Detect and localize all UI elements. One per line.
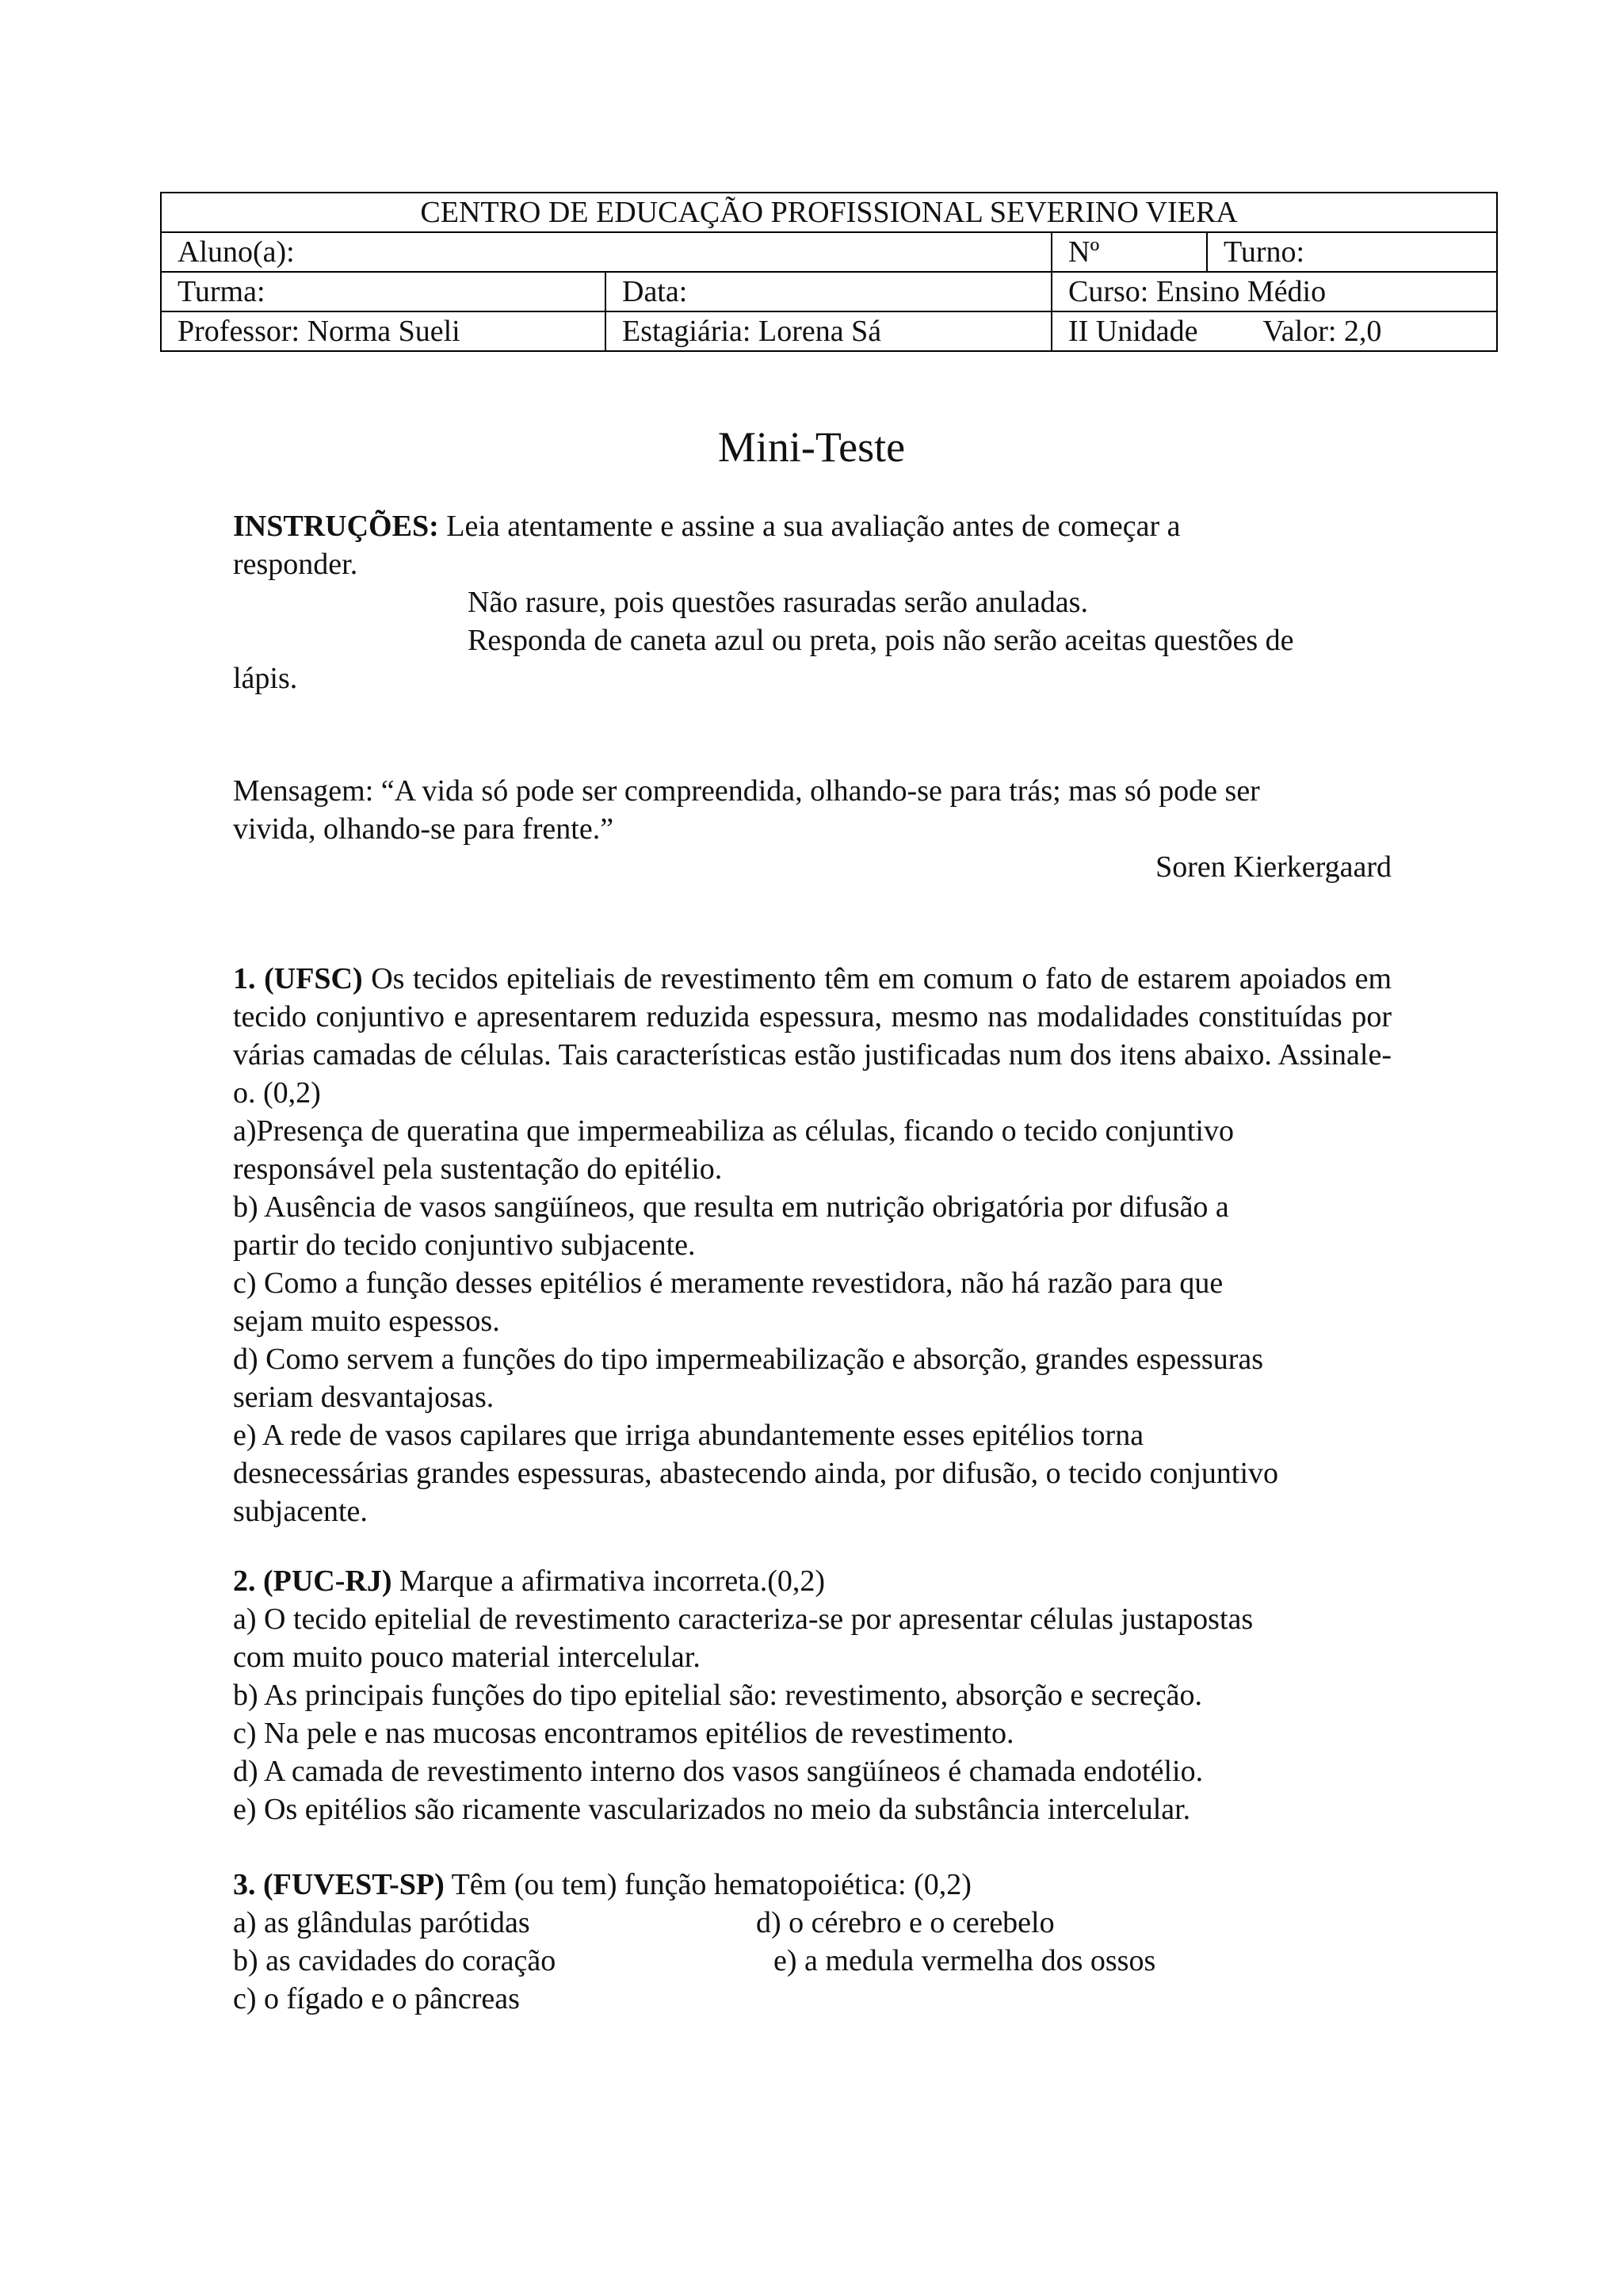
q3-option-a: a) as glândulas parótidas (233, 1906, 530, 1939)
q1-option-e-cont: desnecessárias grandes espessuras, abastecendo ainda, por difusão, o tecido conjuntivo (233, 1457, 1279, 1490)
question-3 (233, 1866, 1392, 2018)
question-3-stem (233, 1866, 1392, 1904)
instruction-line-2: Não rasure, pois questões rasuradas serão anuladas. (468, 586, 1088, 619)
q1-option-d-cont: seriam desvantajosas. (233, 1381, 495, 1414)
message-block (233, 772, 1392, 886)
q1-option-a: a)Presença de queratina que impermeabiliza as células, ficando o tecido conjuntivo (233, 1114, 1234, 1148)
q2-option-b: b) As principais funções do tipo epitelial são: revestimento, absorção e secreção. (233, 1679, 1202, 1712)
unit-label: II Unidade (1068, 315, 1198, 348)
value-label: Valor: 2,0 (1262, 315, 1382, 348)
question-1-stem (233, 960, 1392, 1112)
q2-option-a: a) O tecido epitelial de revestimento caracteriza-se por apresentar células justapostas (233, 1603, 1254, 1636)
school-name: CENTRO DE EDUCAÇÃO PROFISSIONAL SEVERINO VIERA (161, 193, 1497, 232)
instruction-line-3-cont: lápis. (233, 662, 298, 695)
question-3-text: Têm (ou tem) função hematopoiética: (0,2) (451, 1868, 972, 1901)
message-line-1: Mensagem: “A vida só pode ser compreendida, olhando-se para trás; mas só pode ser (233, 774, 1260, 808)
q1-option-b-cont: partir do tecido conjuntivo subjacente. (233, 1228, 696, 1262)
q2-option-d: d) A camada de revestimento interno dos vasos sangüíneos é chamada endotélio. (233, 1755, 1204, 1788)
q2-option-a-cont: com muito pouco material intercelular. (233, 1641, 701, 1674)
q1-option-c-cont: sejam muito espessos. (233, 1305, 500, 1338)
question-1-text: Os tecidos epiteliais de revestimento têm em comum o fato de estarem apoiados em tecido conjuntivo e apresentarem reduzida espessura, mesmo nas modalidades constituídas por várias camadas de células. Tais características estão justificadas num dos itens abaixo. Assinale-o. (0,2) (233, 962, 1392, 1110)
date-field: Data: (605, 272, 1052, 311)
q2-option-c: c) Na pele e nas mucosas encontramos epitélios de revestimento. (233, 1717, 1014, 1750)
unit-value-field (1052, 311, 1497, 351)
instructions-label: INSTRUÇÕES: (233, 510, 439, 543)
student-field: Aluno(a): (161, 232, 1052, 272)
teacher-field: Professor: Norma Sueli (161, 311, 605, 351)
shift-field: Turno: (1207, 232, 1497, 272)
number-field: Nº (1052, 232, 1207, 272)
header-table (160, 192, 1498, 352)
q1-option-a-cont: responsável pela sustentação do epitélio. (233, 1152, 723, 1186)
question-2-source: (PUC-RJ) (263, 1564, 392, 1598)
question-1-source: (UFSC) (264, 962, 363, 995)
instruction-line-3: Responda de caneta azul ou preta, pois não serão aceitas questões de (468, 624, 1294, 657)
instruction-line-1: Leia atentamente e assine a sua avaliação antes de começar a (446, 510, 1181, 543)
instruction-line-1-cont: responder. (233, 548, 358, 581)
question-1 (233, 960, 1392, 1530)
question-3-source: (FUVEST-SP) (263, 1868, 445, 1901)
question-2-number: 2. (233, 1564, 256, 1598)
q1-option-c: c) Como a função desses epitélios é meramente revestidora, não há razão para que (233, 1266, 1224, 1300)
intern-field: Estagiária: Lorena Sá (605, 311, 1052, 351)
q1-option-e-cont2: subjacente. (233, 1495, 368, 1528)
q1-option-b: b) Ausência de vasos sangüíneos, que resulta em nutrição obrigatória por difusão a (233, 1190, 1229, 1224)
question-1-number: 1. (233, 962, 256, 995)
message-line-2: vivida, olhando-se para frente.” (233, 812, 614, 846)
q3-option-d: d) o cérebro e o cerebelo (756, 1906, 1055, 1939)
question-3-number: 3. (233, 1868, 256, 1901)
q2-option-e: e) Os epitélios são ricamente vascularizados no meio da substância intercelular. (233, 1793, 1191, 1826)
q3-options (233, 1904, 1392, 2018)
course-field: Curso: Ensino Médio (1052, 272, 1497, 311)
q1-option-e: e) A rede de vasos capilares que irriga abundantemente esses epitélios torna (233, 1419, 1144, 1452)
q3-option-b: b) as cavidades do coração (233, 1944, 556, 1977)
page-title: Mini-Teste (717, 423, 906, 471)
instructions-block (233, 507, 1392, 697)
question-2 (233, 1562, 1392, 1828)
class-field: Turma: (161, 272, 605, 311)
question-2-stem (233, 1562, 1392, 1600)
message-author: Soren Kierkergaard (1155, 850, 1392, 884)
q1-option-d: d) Como servem a funções do tipo impermeabilização e absorção, grandes espessuras (233, 1343, 1263, 1376)
q3-option-e: e) a medula vermelha dos ossos (773, 1944, 1156, 1977)
q3-option-c: c) o fígado e o pâncreas (233, 1982, 520, 2015)
question-2-text: Marque a afirmativa incorreta.(0,2) (399, 1564, 826, 1598)
